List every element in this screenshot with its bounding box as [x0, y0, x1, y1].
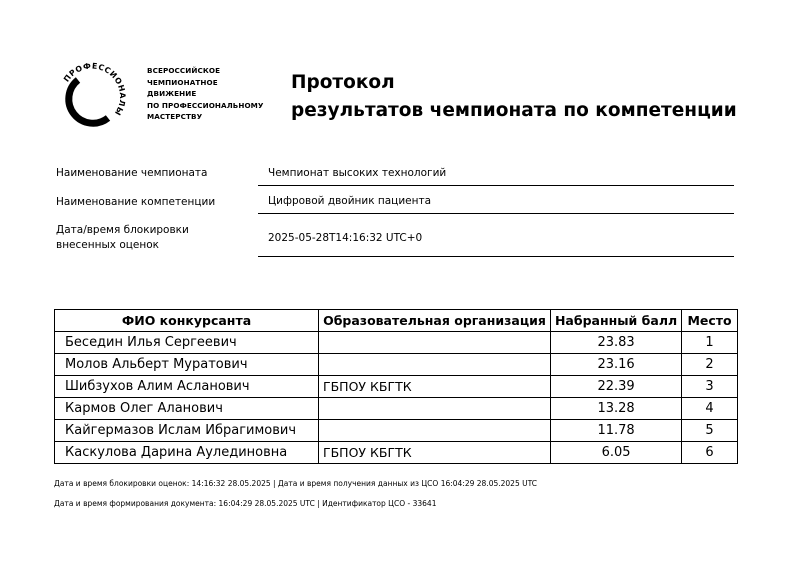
table-row — [55, 354, 738, 376]
contestant-name: Каскулова Дарина Аулединовна — [55, 442, 319, 464]
contestant-place: 1 — [682, 332, 738, 354]
contestant-name: Кайгермазов Ислам Ибрагимович — [55, 420, 319, 442]
document-title — [291, 69, 737, 125]
contestant-organization — [318, 420, 550, 442]
contestant-place: 3 — [682, 376, 738, 398]
contestant-organization — [318, 354, 550, 376]
org-line: ВСЕРОССИЙСКОЕ — [147, 66, 221, 75]
contestant-place: 2 — [682, 354, 738, 376]
table-row — [55, 376, 738, 398]
lock-datetime-label: Дата/время блокировки внесенных оценок — [56, 224, 189, 251]
contestant-name: Молов Альберт Муратович — [55, 354, 319, 376]
contestant-score: 22.39 — [550, 376, 681, 398]
contestant-place: 5 — [682, 420, 738, 442]
contestant-score: 6.05 — [550, 442, 681, 464]
header-contestant: ФИО конкурсанта — [55, 310, 319, 332]
contestant-organization: ГБПОУ КБГТК — [318, 442, 550, 464]
org-line: ДВИЖЕНИЕ — [147, 89, 197, 98]
championship-value: Чемпионат высоких технологий — [258, 160, 734, 186]
logo-ring-icon — [52, 56, 132, 136]
championship-label: Наименование чемпионата — [56, 167, 208, 179]
professionaly-logo — [52, 56, 132, 136]
header-organization: Образовательная организация — [318, 310, 550, 332]
contestant-organization — [318, 398, 550, 420]
footer-generation-info: Дата и время формирования документа: 16:04:29 28.05.2025 UTC | Идентификатор ЦСО - 33641 — [54, 499, 437, 508]
title-line-2: результатов чемпионата по компетенции — [291, 100, 737, 121]
organization-name — [147, 65, 264, 123]
contestant-score: 23.16 — [550, 354, 681, 376]
title-line-1: Протокол — [291, 72, 395, 93]
table-header-row — [55, 310, 738, 332]
competence-value: Цифровой двойник пациента — [258, 188, 734, 214]
table-row — [55, 420, 738, 442]
contestant-place: 4 — [682, 398, 738, 420]
lock-datetime-value: 2025-05-28T14:16:32 UTC+0 — [258, 220, 734, 257]
header-place: Место — [682, 310, 738, 332]
contestant-name: Шибзухов Алим Асланович — [55, 376, 319, 398]
competence-label: Наименование компетенции — [56, 196, 216, 208]
contestant-organization — [318, 332, 550, 354]
contestant-name: Беседин Илья Сергеевич — [55, 332, 319, 354]
contestant-score: 13.28 — [550, 398, 681, 420]
org-line: ЧЕМПИОНАТНОЕ — [147, 77, 218, 87]
org-line: МАСТЕРСТВУ — [147, 112, 203, 121]
results-table — [54, 309, 738, 464]
table-row — [55, 398, 738, 420]
contestant-score: 23.83 — [550, 332, 681, 354]
contestant-name: Кармов Олег Аланович — [55, 398, 319, 420]
contestant-place: 6 — [682, 442, 738, 464]
footer-lock-info: Дата и время блокировки оценок: 14:16:32 28.05.2025 | Дата и время получения данных из ЦСО 16:04:29 28.05.2025 UTC — [54, 479, 537, 488]
logo-arc-text: ПРОФЕССИОНАЛЫ — [61, 61, 128, 118]
contestant-organization: ГБПОУ КБГТК — [318, 376, 550, 398]
contestant-score: 11.78 — [550, 420, 681, 442]
table-row — [55, 442, 738, 464]
header-score: Набранный балл — [550, 310, 681, 332]
org-line: ПО ПРОФЕССИОНАЛЬНОМУ — [147, 100, 264, 110]
table-row — [55, 332, 738, 354]
